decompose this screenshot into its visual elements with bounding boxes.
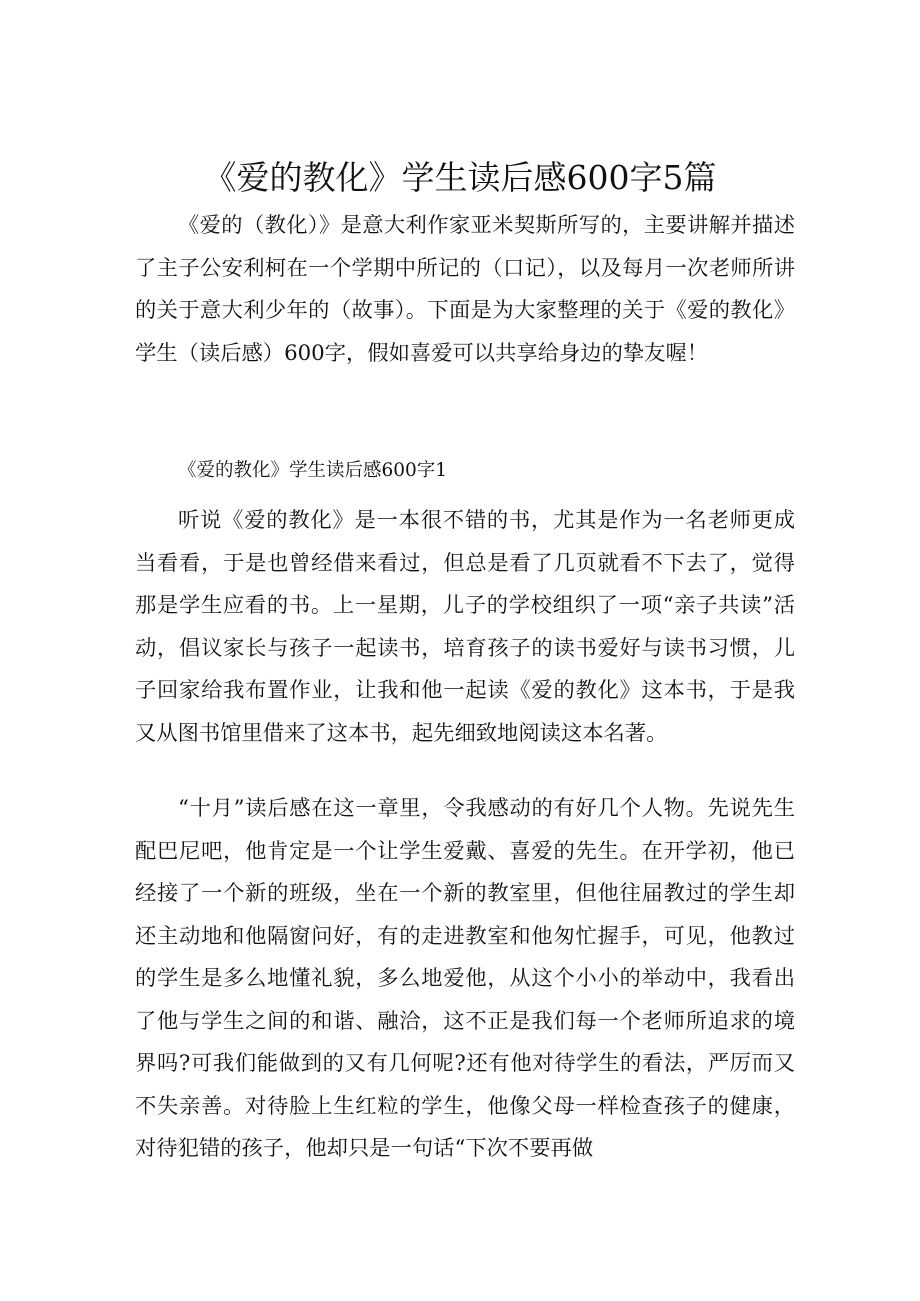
intro-paragraph: 《爱的（教化）》是意大利作家亚米契斯所写的，主要讲解并描述了主子公安利柯在一个学期中所记的（口记），以及每月一次老师所讲的关于意大利少年的（故事）。下面是为大家整理的关于《爱的教化》学生（读后感）600字，假如喜爱可以共享给身边的挚友喔！: [135, 213, 795, 366]
section-heading: 《爱的教化》学生读后感600字1: [178, 460, 448, 481]
body-paragraph: “十月”读后感在这一章里，令我感动的有好几个人物。先说先生配巴尼吧，他肯定是一个让学生爱戴、喜爱的先生。在开学初，他已经接了一个新的班级，坐在一个新的教室里，但他往届教过的学生却还主动地和他隔窗问好，有的走进教室和他匆忙握手，可见，他教过的学生是多么地懂礼貌，多么地爱他，从这个小小的举动中，我看出了他与学生之间的和谐、融洽，这不正是我们每一个老师所追求的境界吗?可我们能做到的又有几何呢?还有他对待学生的看法，严厉而又不失亲善。对待脸上生红粒的学生，他像父母一样检查孩子的健康，对待犯错的孩子，他却只是一句话“下次不要再做: [135, 796, 795, 1161]
document-title: 《爱的教化》学生读后感600字5篇: [203, 158, 717, 198]
body-paragraph: 听说《爱的教化》是一本很不错的书，尤其是作为一名老师更成当看看，于是也曾经借来看过，但总是看了几页就看不下去了，觉得那是学生应看的书。上一星期，儿子的学校组织了一项“亲子共读”活动，倡议家长与孩子一起读书，培育孩子的读书爱好与读书习惯，儿子回家给我布置作业，让我和他一起读《爱的教化》这本书，于是我又从图书馆里借来了这本书，起先细致地阅读这本名著。: [135, 508, 795, 746]
